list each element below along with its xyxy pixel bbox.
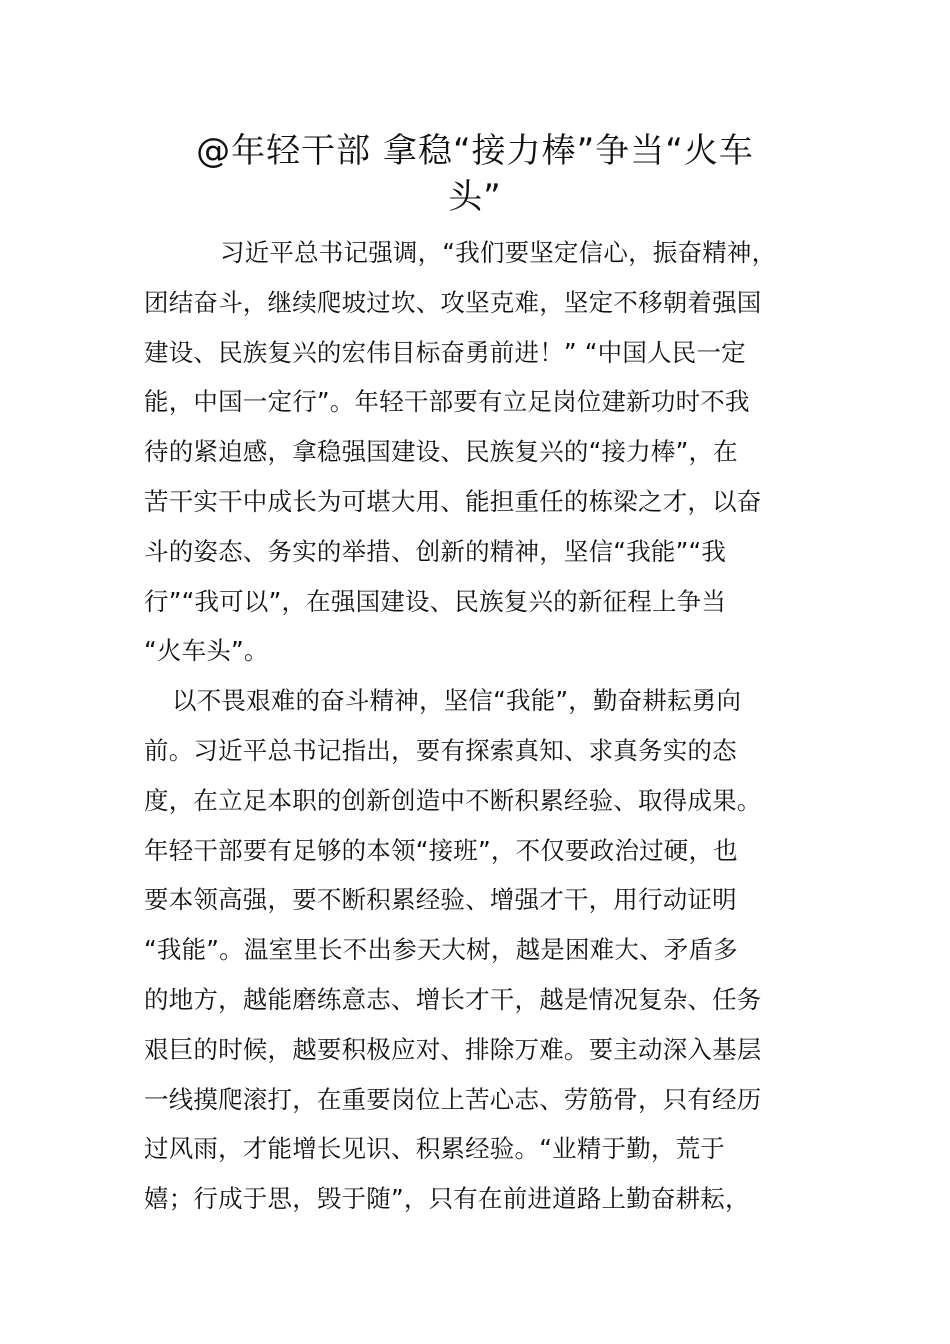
text-line: 能，中国一定行”。年轻干部要有立足岗位建新功时不我 <box>144 387 750 417</box>
text-line: 前。习近平总书记指出，要有探索真知、求真务实的态 <box>144 735 737 765</box>
article-body <box>144 228 814 1224</box>
text-line: 艰巨的时候，越要积极应对、排除万难。要主动深入基层 <box>144 1034 762 1064</box>
text-line: 一线摸爬滚打，在重要岗位上苦心志、劳筋骨，只有经历 <box>144 1084 762 1114</box>
text-line: 待的紧迫感，拿稳强国建设、民族复兴的“接力棒”，在 <box>144 437 738 467</box>
text-line: 行”“我可以”，在强国建设、民族复兴的新征程上争当 <box>144 586 727 616</box>
text-line: 团结奋斗，继续爬坡过坎、攻坚克难，坚定不移朝着强国 <box>144 287 762 317</box>
text-line: 斗的姿态、务实的举措、创新的精神，坚信“我能”“我 <box>144 536 727 566</box>
text-line: 习近平总书记强调，“我们要坚定信心，振奋精神， <box>220 238 777 267</box>
text-line: 苦干实干中成长为可堪大用、能担重任的栋梁之才，以奋 <box>144 486 762 516</box>
text-line: 建设、民族复兴的宏伟目标奋勇前进！” “中国人民一定 <box>144 337 746 367</box>
text-line: “火车头”。 <box>144 636 269 666</box>
paragraph-2 <box>144 676 814 1224</box>
title-line-2: 头” <box>448 177 502 217</box>
text-line: 嬉；行成于思，毁于随”，只有在前进道路上勤奋耕耘， <box>144 1184 750 1214</box>
text-line: “我能”。温室里长不出参天大树，越是困难大、矛盾多 <box>144 935 738 965</box>
text-line: 以不畏艰难的奋斗精神，坚信“我能”，勤奋耕耘勇向 <box>172 686 742 716</box>
title-line-1: @年轻干部 拿稳“接力棒”争当“火车 <box>196 131 754 171</box>
text-line: 度，在立足本职的创新创造中不断积累经验、取得成果。 <box>144 785 762 815</box>
text-line: 要本领高强，要不断积累经验、增强才干，用行动证明 <box>144 885 737 915</box>
paragraph-1 <box>144 228 814 676</box>
text-line: 年轻干部要有足够的本领“接班”，不仅要政治过硬，也 <box>144 835 738 865</box>
page-title <box>140 128 810 220</box>
text-line: 过风雨，才能增长见识、积累经验。“业精于勤，荒于 <box>144 1134 725 1164</box>
text-line: 的地方，越能磨练意志、增长才干，越是情况复杂、任务 <box>144 984 762 1014</box>
